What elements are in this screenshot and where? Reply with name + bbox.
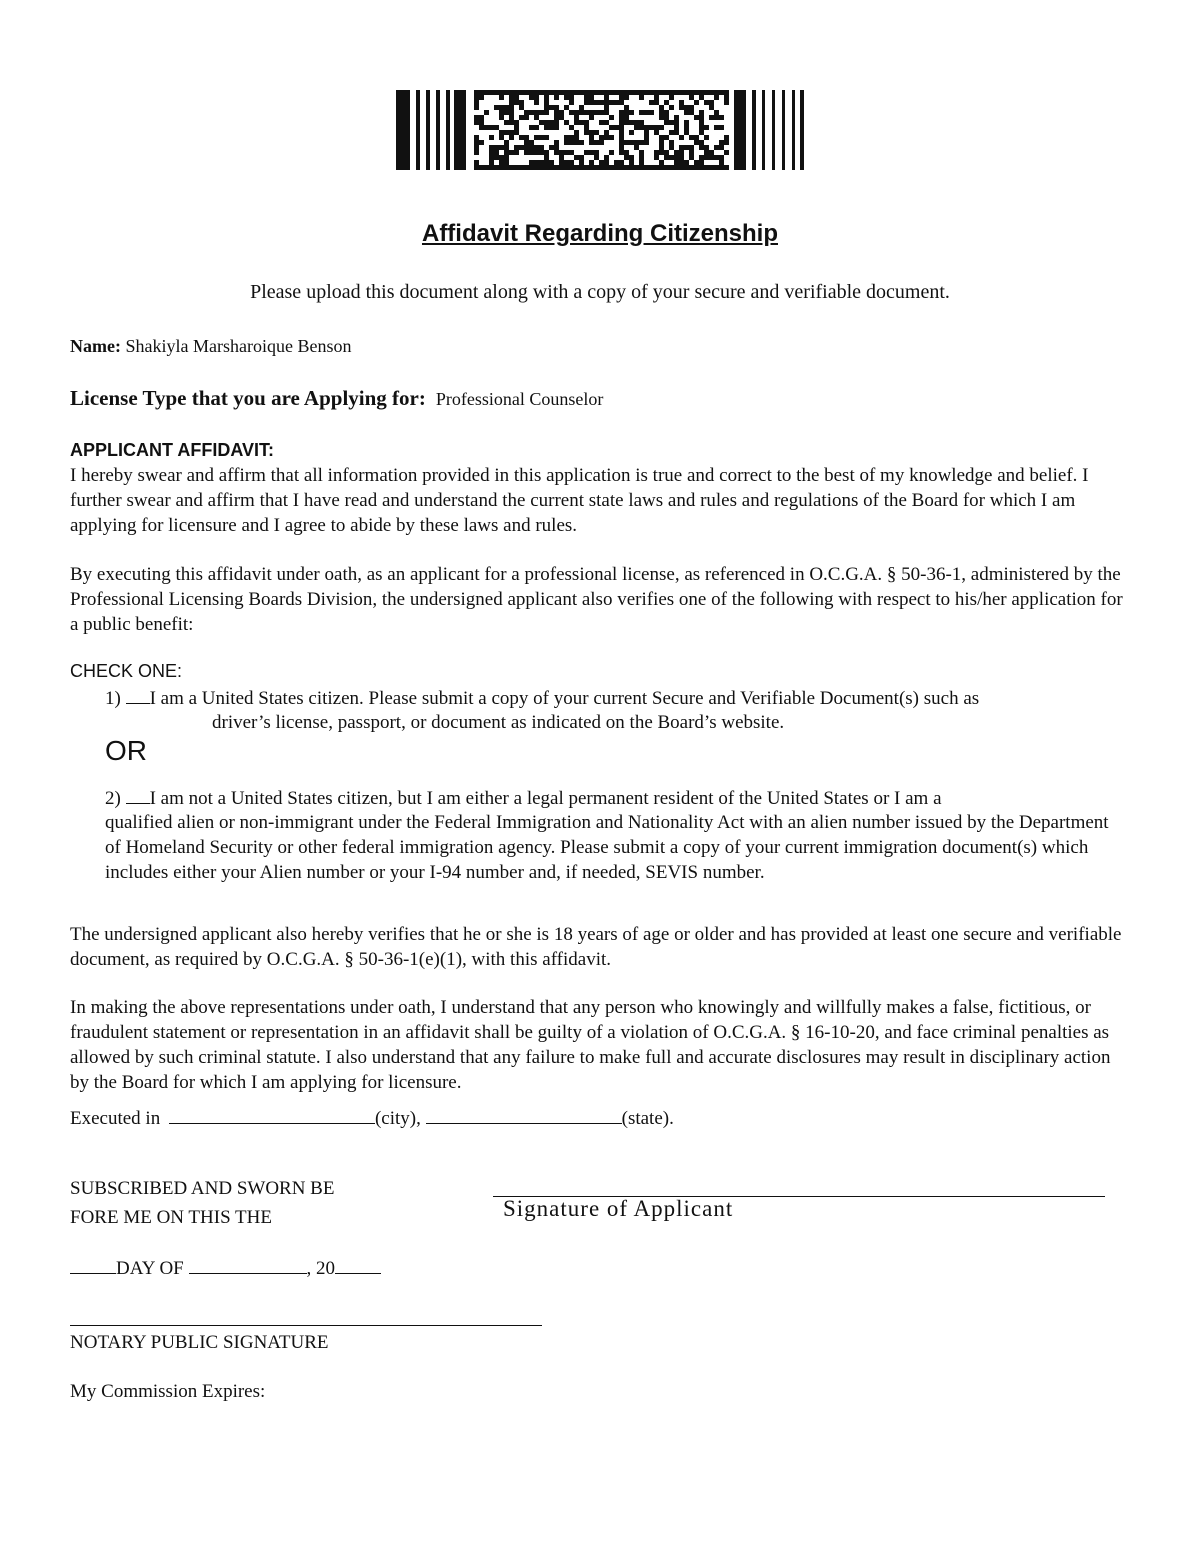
option-2-checkbox-blank[interactable]	[126, 786, 150, 804]
year-prefix: , 20	[306, 1258, 336, 1279]
affidavit-paragraph: I hereby swear and affirm that all information provided in this application is true and correct to the best of my knowledge and belief. I further swear and affirm that I have read and understand the current state laws and rules and regulations of the Board for which I am applying for licensure and I agree to abide by these laws and rules.	[70, 465, 1089, 536]
day-of-row	[70, 1256, 381, 1281]
age-paragraph: The undersigned applicant also hereby verifies that he or she is 18 years of age or older and has provided at least one secure and verifiable document, as required by O.C.G.A. § 50-36-1(e)(1), with this affidavit.	[70, 924, 1122, 970]
or-separator: OR	[105, 735, 147, 766]
representations-paragraph: In making the above representations under oath, I understand that any person who knowingly and willfully makes a false, fictitious, or fraudulent statement or representation in an affidavit shall be guilty of a violation of O.C.G.A. § 16-10-20, and face criminal penalties as allowed by such criminal statute. I also understand that any failure to make full and accurate disclosures may result in disciplinary action by the Board for which I am applying for licensure.	[70, 997, 1111, 1093]
check-one-label: CHECK ONE:	[70, 661, 183, 681]
option-1-text-line2: driver’s license, passport, or document as indicated on the Board’s website.	[212, 712, 785, 733]
month-blank[interactable]	[189, 1256, 307, 1274]
upload-instruction: Please upload this document along with a copy of your secure and verifiable document.	[250, 281, 950, 303]
license-label: License Type that you are Applying for:	[70, 386, 426, 410]
subscribed-line-1: SUBSCRIBED AND SWORN BE	[70, 1178, 335, 1199]
option-1-text: I am a United States citizen. Please submit a copy of your current Secure and Verifiable Document(s) such as	[149, 688, 980, 709]
name-value: Shakiyla Marsharoique Benson	[125, 336, 352, 356]
executed-in-label: Executed in	[70, 1108, 161, 1129]
executed-in-row	[70, 1106, 674, 1131]
option-2-text: I am not a United States citizen, but I am either a legal permanent resident of the United States or I am a	[149, 788, 942, 809]
subscribed-line-2: FORE ME ON THIS THE	[70, 1207, 272, 1228]
commission-expires-label: My Commission Expires:	[70, 1381, 266, 1402]
name-row	[70, 336, 351, 357]
license-row	[70, 386, 603, 411]
city-blank[interactable]	[169, 1106, 375, 1124]
option-1	[105, 686, 1105, 711]
state-blank[interactable]	[426, 1106, 622, 1124]
day-blank[interactable]	[70, 1256, 116, 1274]
year-blank[interactable]	[335, 1256, 381, 1274]
option-2-number: 2)	[105, 788, 121, 809]
day-of-label: DAY OF	[116, 1258, 184, 1279]
name-label: Name:	[70, 336, 121, 356]
option-2	[105, 786, 1115, 811]
affidavit-heading: APPLICANT AFFIDAVIT:	[70, 440, 274, 460]
city-label: (city),	[374, 1108, 421, 1129]
page-title: Affidavit Regarding Citizenship	[421, 220, 778, 247]
option-1-number: 1)	[105, 688, 121, 709]
executing-paragraph: By executing this affidavit under oath, as an applicant for a professional license, as referenced in O.C.G.A. § 50-36-1, administered by the Professional Licensing Boards Division, the undersigned applicant also verifies one of the following with respect to his/her application for a public benefit:	[70, 564, 1123, 635]
option-2-text-rest: qualified alien or non-immigrant under the Federal Immigration and Nationality Act with an alien number issued by the Department of Homeland Security or other federal immigration agency. Please submit a copy of your current immigration document(s) which includes either your Alien number or your I-94 number and, if needed, SEVIS number.	[105, 812, 1109, 883]
signature-label: Signature of Applicant	[503, 1196, 734, 1221]
state-label: (state).	[621, 1108, 674, 1129]
license-value: Professional Counselor	[435, 389, 604, 409]
barcode-icon	[396, 90, 806, 170]
option-1-checkbox-blank[interactable]	[126, 686, 150, 704]
notary-signature-line[interactable]	[70, 1325, 542, 1326]
notary-label: NOTARY PUBLIC SIGNATURE	[70, 1332, 329, 1353]
